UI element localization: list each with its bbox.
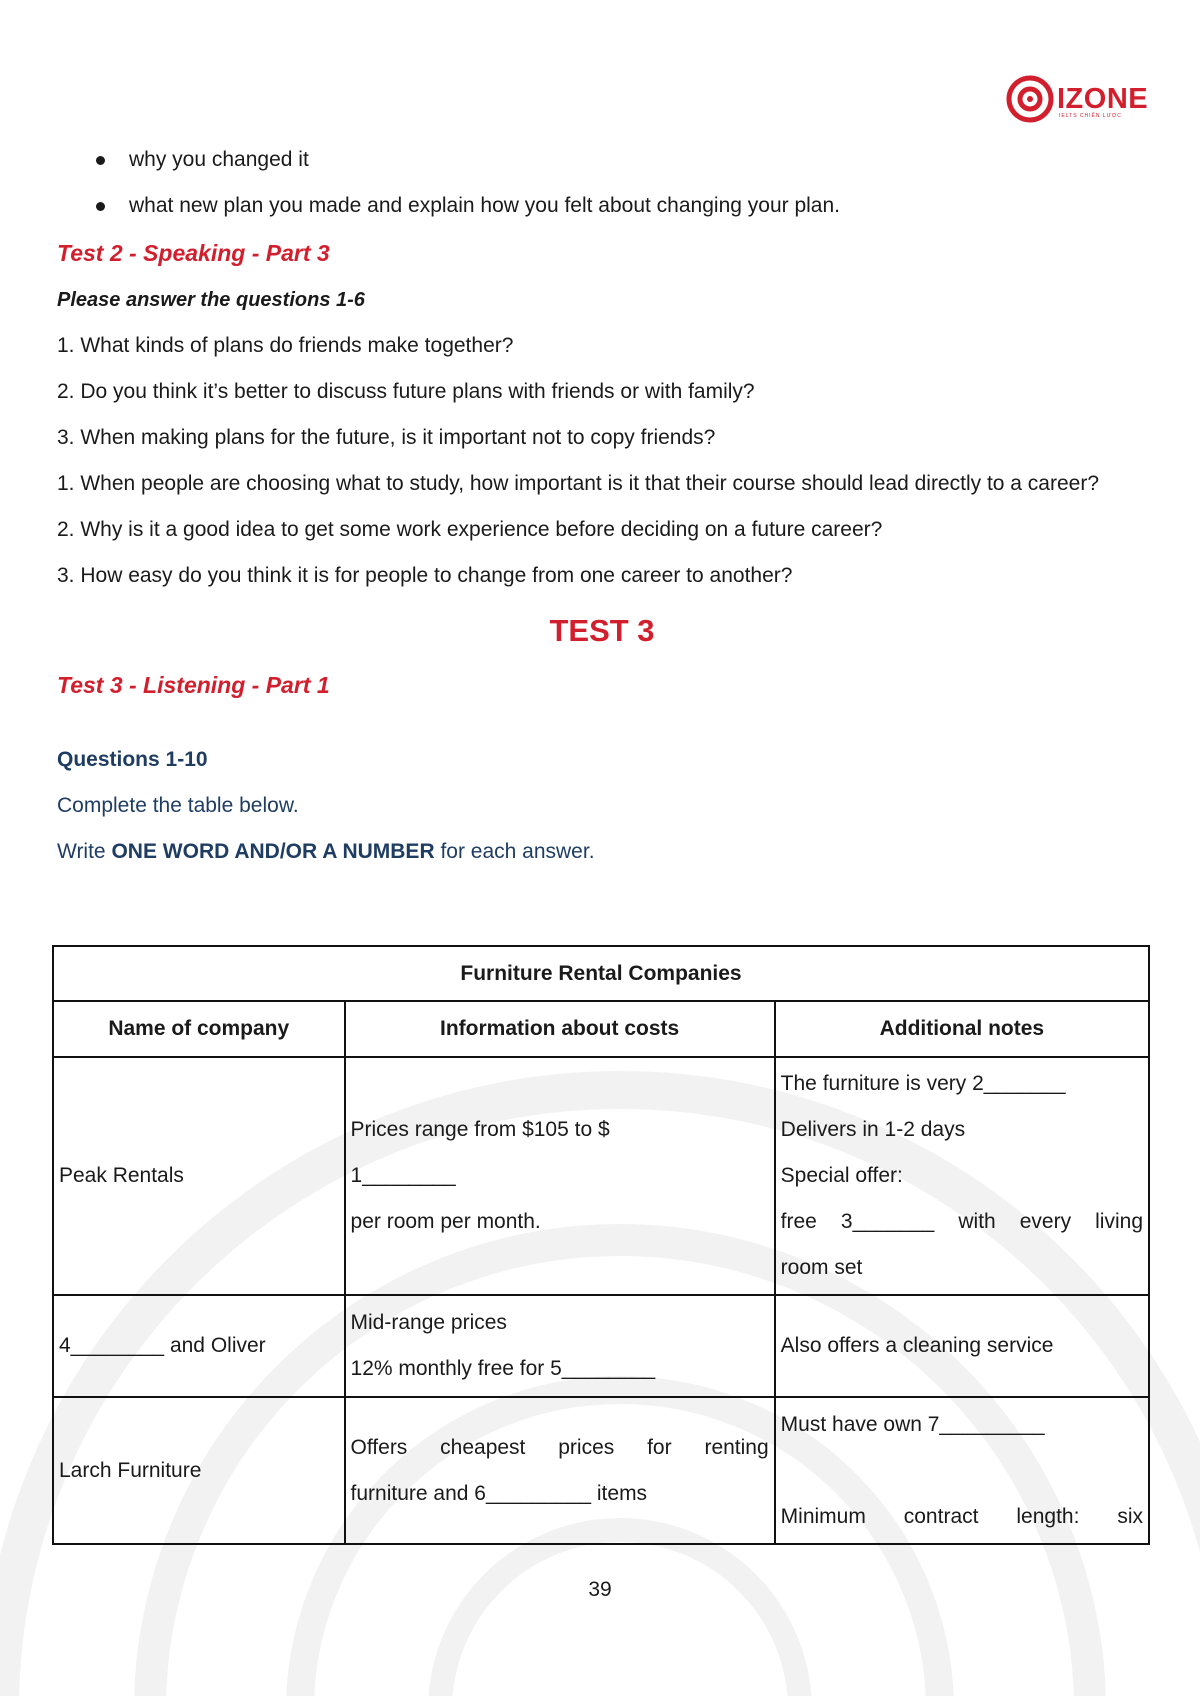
cost-line: furniture and 6_________ items <box>350 1481 648 1505</box>
cost-line: per room per month. <box>350 1210 541 1233</box>
speaking-question: 2. Why is it a good idea to get some work experience before deciding on a future career? <box>57 518 883 541</box>
table-title-row <box>53 946 1149 1001</box>
company-name: Larch Furniture <box>53 1397 345 1544</box>
instruction-write <box>57 829 1147 875</box>
cost-line: Prices range from $105 to $ <box>350 1118 610 1141</box>
izone-logo <box>1005 74 1148 124</box>
questions-label: Questions 1-10 <box>57 748 208 771</box>
target-logo-icon <box>1005 74 1055 124</box>
table-title: Furniture Rental Companies <box>53 946 1149 1001</box>
cost-line: 12% monthly free for 5________ <box>350 1357 656 1380</box>
header-name-of-company: Name of company <box>53 1001 345 1057</box>
listening-heading: Test 3 - Listening - Part 1 <box>57 672 330 698</box>
note-line: free 3_______ with every living <box>780 1210 1143 1233</box>
header-additional-notes: Additional notes <box>775 1001 1149 1057</box>
bullet-item: what new plan you made and explain how you felt about changing your plan. <box>57 183 1147 229</box>
cost-line: Offers cheapest prices for renting <box>350 1435 769 1459</box>
instruction-complete: Complete the table below. <box>57 794 299 817</box>
bullet-item: why you changed it <box>57 137 1147 183</box>
page-number: 39 <box>588 1578 612 1601</box>
test-title: TEST 3 <box>549 613 655 648</box>
note-line: room set <box>780 1256 863 1279</box>
company-name: Peak Rentals <box>53 1057 345 1295</box>
table-row <box>53 1397 1149 1544</box>
cost-line: Mid-range prices <box>350 1311 507 1334</box>
additional-notes: Also offers a cleaning service <box>775 1295 1149 1397</box>
logo-subtext: IELTS CHIẾN LƯỢC <box>1059 113 1122 119</box>
table-row <box>53 1295 1149 1397</box>
table-row <box>53 1057 1149 1295</box>
header-information-about-costs: Information about costs <box>345 1001 775 1057</box>
note-line: Minimum contract length: six <box>780 1504 1143 1528</box>
furniture-rental-table <box>52 945 1150 1545</box>
table-header-row <box>53 1001 1149 1057</box>
note-line: Must have own 7_________ <box>780 1412 1045 1436</box>
logo-text: IZONE <box>1057 82 1149 115</box>
additional-notes <box>775 1057 1149 1295</box>
cost-info <box>345 1057 775 1295</box>
cost-info <box>345 1397 775 1544</box>
speaking-question: 3. How easy do you think it is for people to change from one career to another? <box>57 564 793 587</box>
speaking-question: 1. When people are choosing what to study, how important is it that their course should lead directly to a career? <box>57 472 1100 495</box>
company-name: 4________ and Oliver <box>53 1295 345 1397</box>
note-spacer <box>781 1448 1143 1494</box>
instruction-write-pre: Write <box>57 840 112 863</box>
note-line: The furniture is very 2_______ <box>780 1072 1066 1095</box>
instruction-write-bold: ONE WORD AND/OR A NUMBER <box>111 840 435 863</box>
instruction-write-post: for each answer. <box>434 840 595 863</box>
cost-info <box>345 1295 775 1397</box>
note-line: Delivers in 1-2 days <box>780 1118 966 1141</box>
speaking-heading: Test 2 - Speaking - Part 3 <box>57 240 330 266</box>
speaking-question: 1. What kinds of plans do friends make together? <box>57 334 514 357</box>
additional-notes <box>775 1397 1149 1544</box>
speaking-question: 2. Do you think it’s better to discuss future plans with friends or with family? <box>57 380 755 403</box>
speaking-question: 3. When making plans for the future, is it important not to copy friends? <box>57 426 716 449</box>
page-content <box>57 137 1147 875</box>
speaking-instruction: Please answer the questions 1-6 <box>57 289 365 311</box>
cost-line: 1________ <box>350 1164 456 1187</box>
note-line: Special offer: <box>780 1164 903 1187</box>
